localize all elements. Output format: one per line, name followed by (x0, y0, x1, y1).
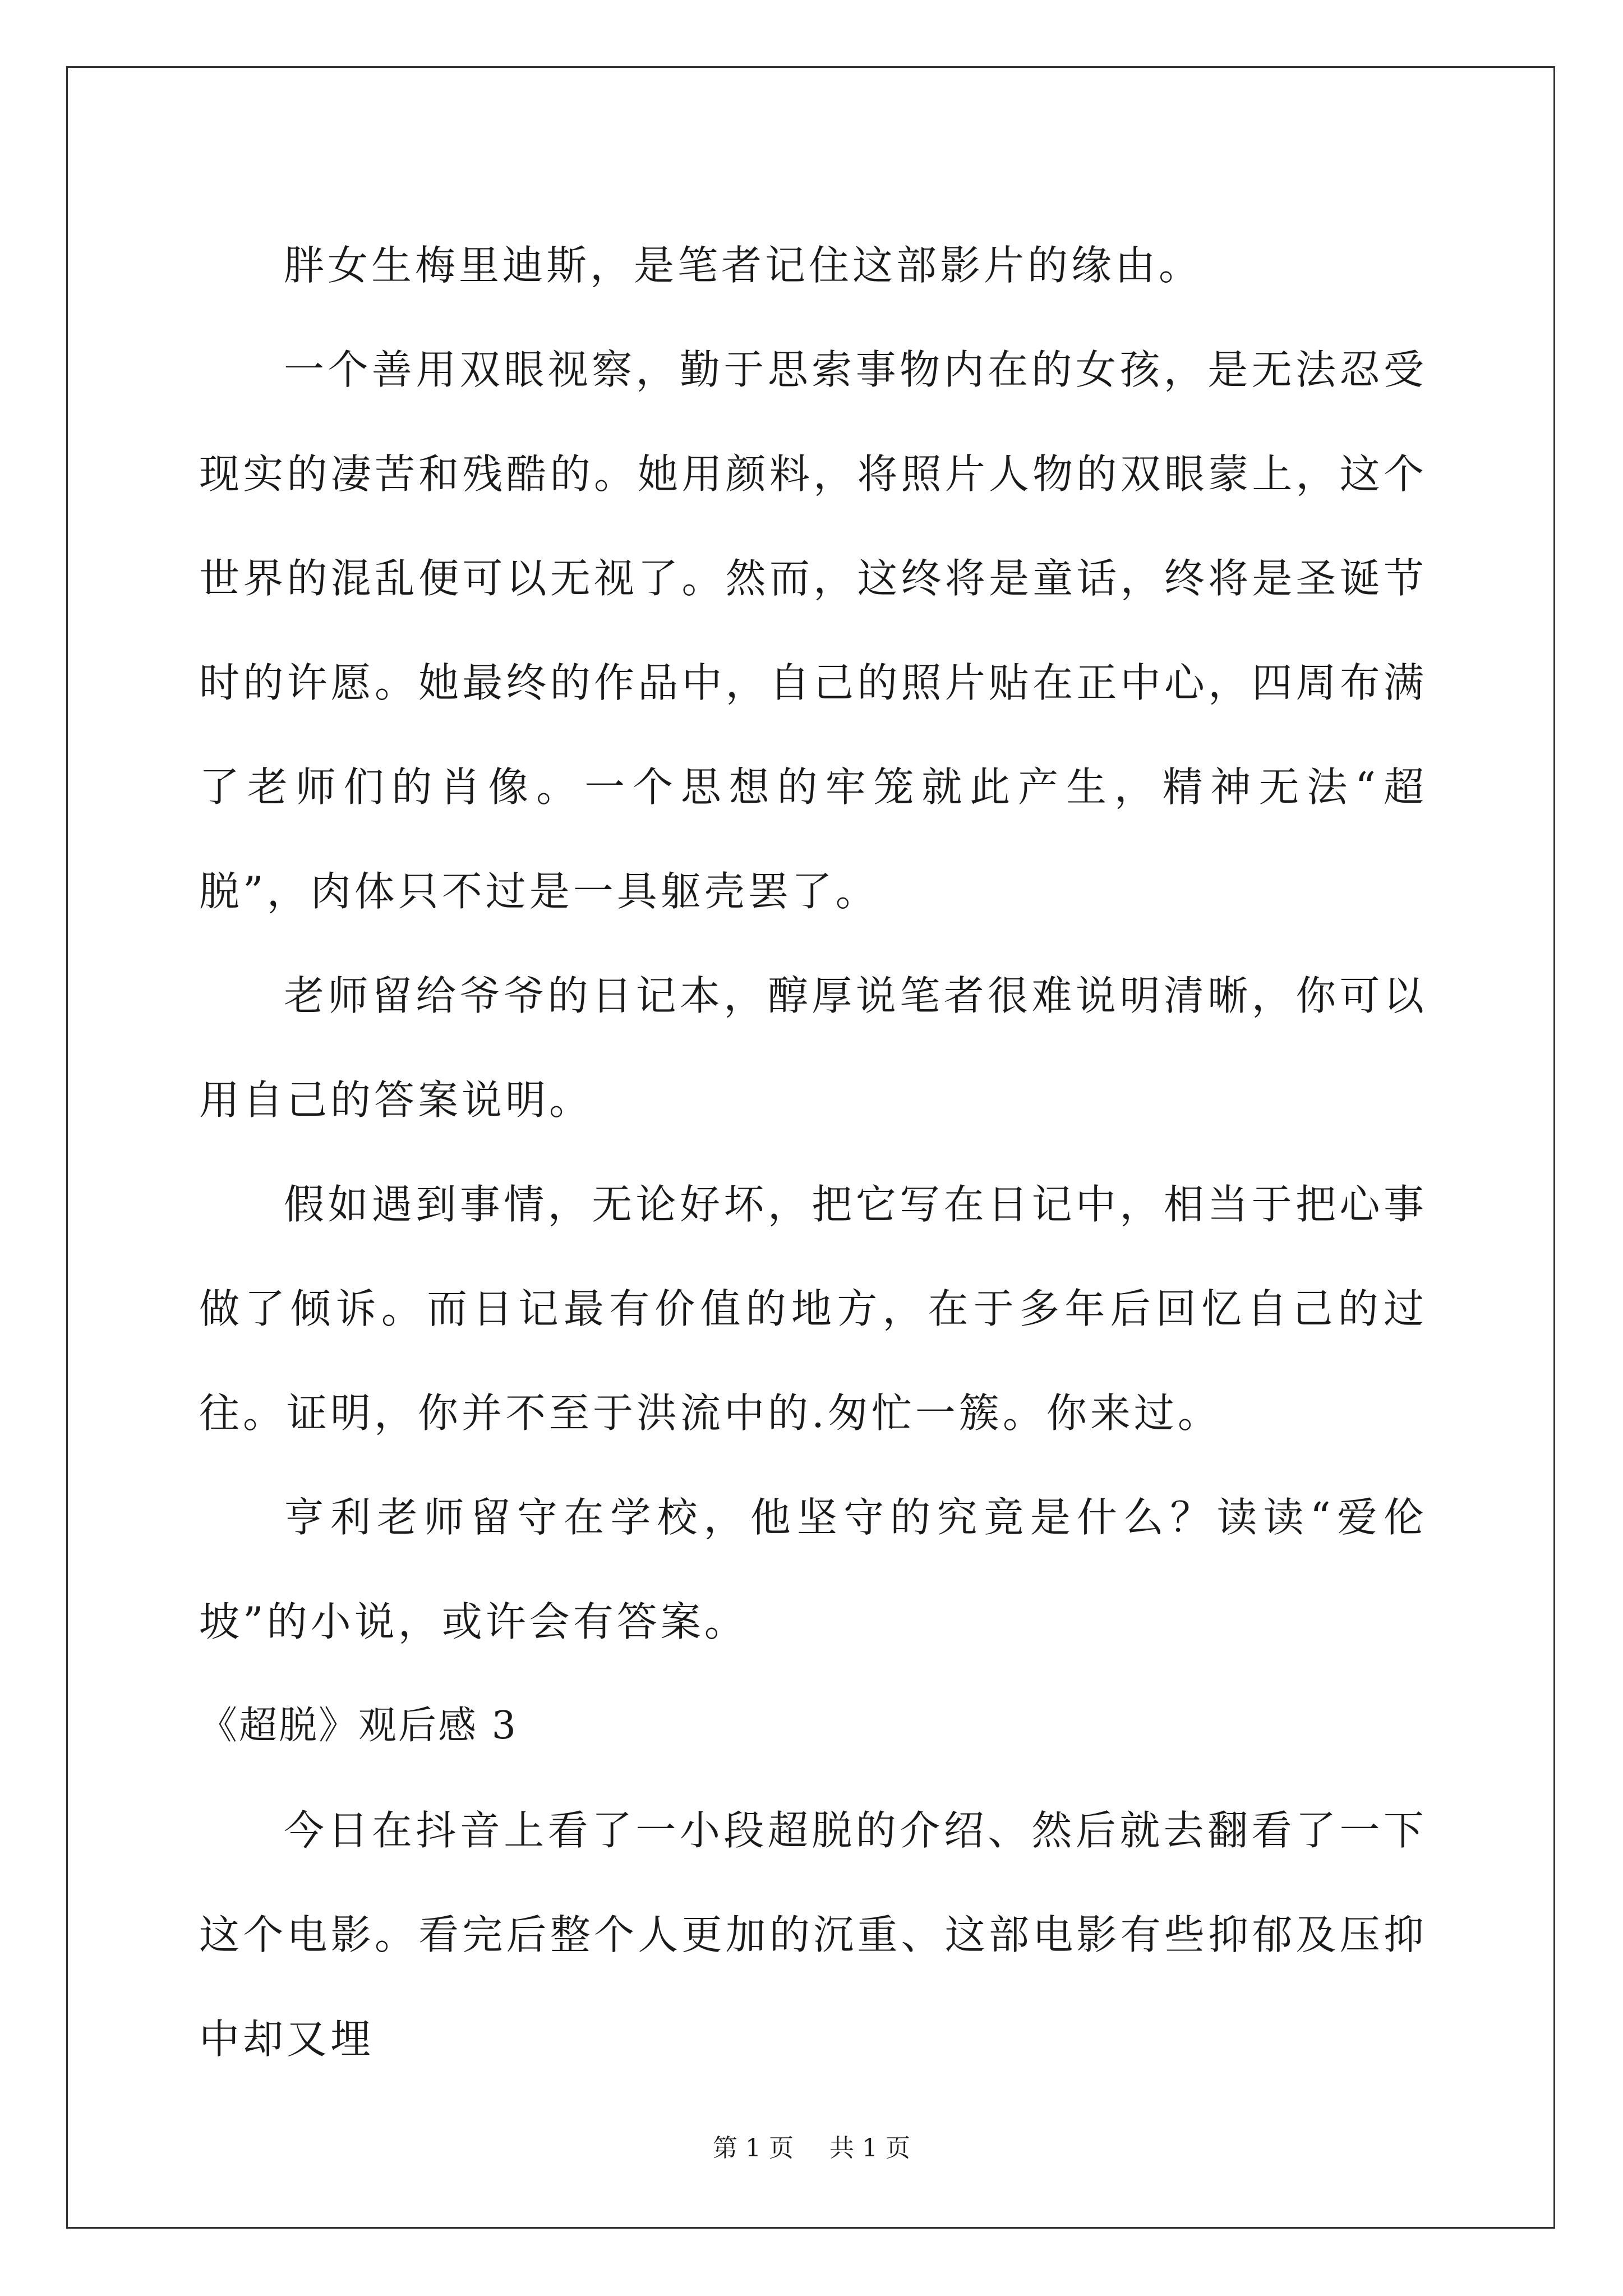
page-total: 共 1 页 (829, 2134, 910, 2162)
section-heading: 《超脱》观后感 3 (199, 1704, 518, 1748)
paragraph-2: 一个善用双眼视察，勤于思索事物内在的女孩，是无法忍受现实的凄苦和残酷的。她用颜料，将照片人物的双眼蒙上，这个世界的混乱便可以无视了。然而，这终将是童话，终将是圣诞节时的许愿。她最终的作品中，自己的照片贴在正中心，四周布满了老师们的肖像。一个思想的牢笼就此产生，精神无法“超脱”，肉体只不过是一具躯壳罢了。 (199, 346, 1427, 915)
paragraph-5: 亨利老师留守在学校，他坚守的究竟是什么？读读“爱伦坡”的小说，或许会有答案。 (199, 1494, 1427, 1645)
page-footer (0, 2132, 1623, 2165)
page-number: 第 1 页 (713, 2134, 794, 2162)
section-paragraph-1: 今日在抖音上看了一小段超脱的介绍、然后就去翻看了一下这个电影。看完后整个人更加的沉重、这部电影有些抑郁及压抑中却又埋 (199, 1807, 1427, 2063)
paragraph-4: 假如遇到事情，无论好坏，把它写在日记中，相当于把心事做了倾诉。而日记最有价值的地方，在于多年后回忆自己的过往。证明，你并不至于洪流中的.匆忙一簇。你来过。 (199, 1181, 1427, 1437)
paragraph-1: 胖女生梅里迪斯，是笔者记住这部影片的缘由。 (284, 242, 1203, 289)
paragraph-3: 老师留给爷爷的日记本，醇厚说笔者很难说明清晰，你可以用自己的答案说明。 (199, 972, 1427, 1124)
document-body (199, 213, 1427, 2091)
